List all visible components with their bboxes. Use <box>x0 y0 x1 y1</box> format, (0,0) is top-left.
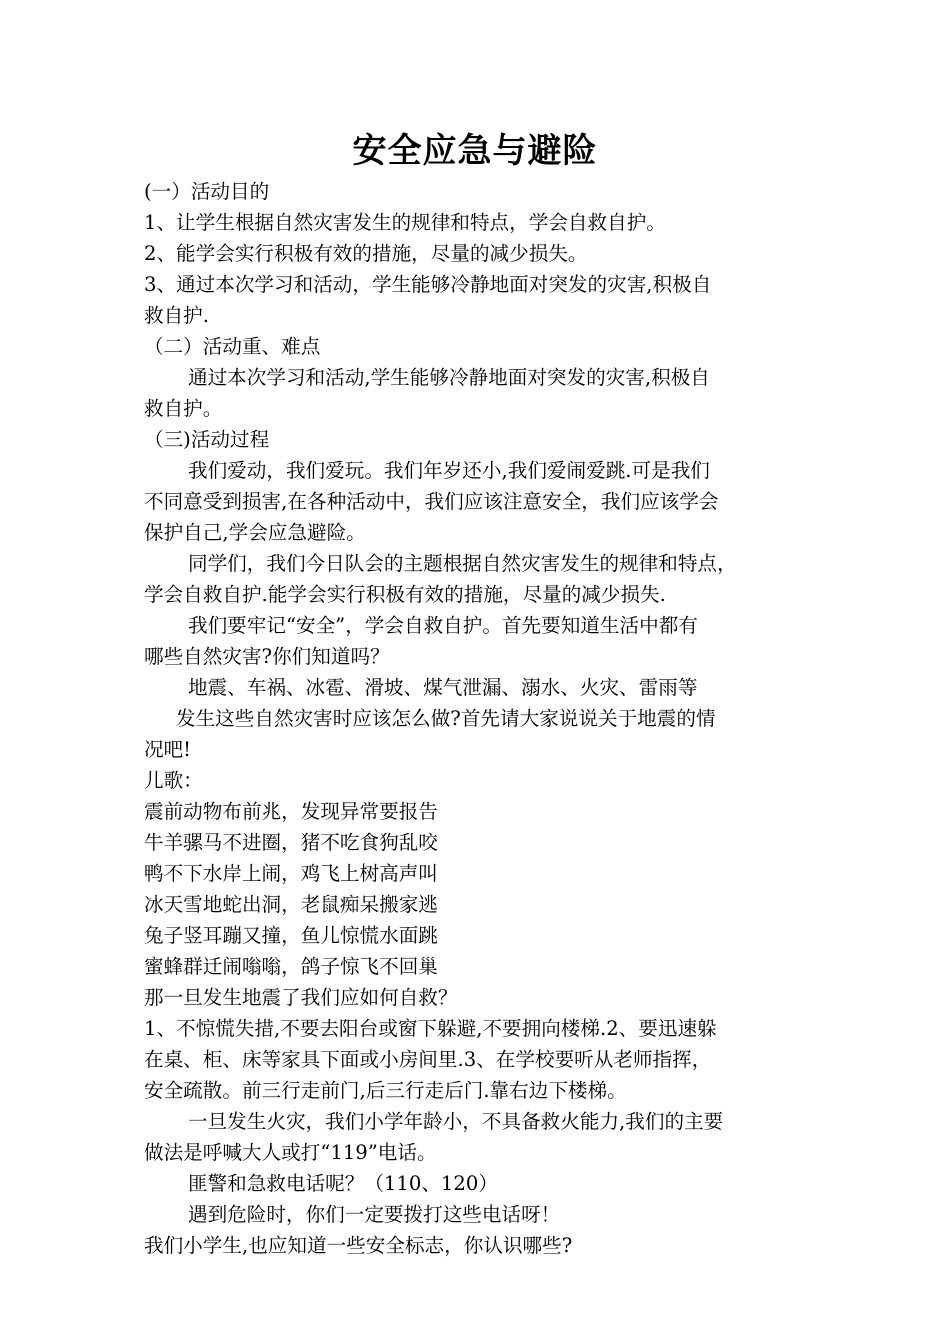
section-heading-goals: (一）活动目的 <box>144 180 270 203</box>
rhyme-line: 蜜蜂群迁闹嗡嗡，鸽子惊飞不回巢 <box>144 955 438 978</box>
paragraph-line: 一旦发生火灾，我们小学年龄小，不具备救火能力,我们的主要 <box>188 1110 724 1133</box>
paragraph-line: 1、让学生根据自然灾害发生的规律和特点，学会自救自护。 <box>144 211 666 234</box>
paragraph-line: 那一旦发生地震了我们应如何自救？ <box>144 986 458 1009</box>
rhyme-line: 震前动物布前兆，发现异常要报告 <box>144 800 438 823</box>
paragraph-line: 不同意受到损害,在各种活动中，我们应该注意安全，我们应该学会 <box>144 490 719 513</box>
paragraph-line: 保护自己,学会应急避险。 <box>144 521 366 544</box>
paragraph-line: 通过本次学习和活动,学生能够冷静地面对突发的灾害,积极自 <box>188 366 710 389</box>
paragraph-line: 哪些自然灾害?你们知道吗？ <box>144 645 390 668</box>
paragraph-line: 况吧! <box>144 738 192 761</box>
paragraph-line: 在桌、柜、床等家具下面或小房间里.3、在学校要听从老师指挥， <box>144 1048 712 1071</box>
paragraph-line: 2、能学会实行积极有效的措施，尽量的减少损失。 <box>144 242 588 265</box>
paragraph-line: 学会自救自护.能学会实行积极有效的措施，尽量的减少损失. <box>144 583 666 606</box>
rhyme-heading: 儿歌： <box>144 769 203 792</box>
paragraph-line: 1、不惊慌失措,不要去阳台或窗下躲避,不要拥向楼梯.2、要迅速躲 <box>144 1017 717 1040</box>
rhyme-line: 冰天雪地蛇出洞，老鼠痴呆搬家逃 <box>144 893 438 916</box>
disaster-list: 地震、车祸、冰雹、滑坡、煤气泄漏、溺水、火灾、雷雨等 <box>188 676 698 699</box>
section-heading-process: （三)活动过程 <box>144 428 270 451</box>
paragraph-line: 救自护. <box>144 304 210 327</box>
paragraph-line: 我们小学生,也应知道一些安全标志，你认识哪些? <box>144 1234 573 1257</box>
paragraph-line: 匪警和急救电话呢？（110、120） <box>188 1172 498 1195</box>
rhyme-line: 牛羊骡马不进圈，猪不吃食狗乱咬 <box>144 831 438 854</box>
paragraph-line: 做法是呼喊大人或打“119”电话。 <box>144 1141 437 1164</box>
paragraph-line: 3、通过本次学习和活动，学生能够冷静地面对突发的灾害,积极自 <box>144 273 712 296</box>
rhyme-line: 兔子竖耳蹦又撞，鱼儿惊慌水面跳 <box>144 924 438 947</box>
section-heading-key-points: （二）活动重、难点 <box>144 335 321 358</box>
paragraph-line: 我们要牢记“安全”，学会自救自护。首先要知道生活中都有 <box>188 614 698 637</box>
paragraph-line: 遇到危险时，你们一定要拨打这些电话呀！ <box>188 1203 561 1226</box>
paragraph-line: 救自护。 <box>144 397 223 420</box>
document-body <box>144 176 804 1261</box>
paragraph-line: 安全疏散。前三行走前门,后三行走后门.靠右边下楼梯。 <box>144 1079 627 1102</box>
rhyme-line: 鸭不下水岸上闹，鸡飞上树高声叫 <box>144 862 438 885</box>
document-title: 安全应急与避险 <box>352 131 598 171</box>
paragraph-line: 同学们，我们今日队会的主题根据自然灾害发生的规律和特点， <box>188 552 737 575</box>
paragraph-line: 我们爱动，我们爱玩。我们年岁还小,我们爱闹爱跳.可是我们 <box>188 459 710 482</box>
paragraph-line: 发生这些自然灾害时应该怎么做?首先请大家说说关于地震的情 <box>176 707 716 730</box>
